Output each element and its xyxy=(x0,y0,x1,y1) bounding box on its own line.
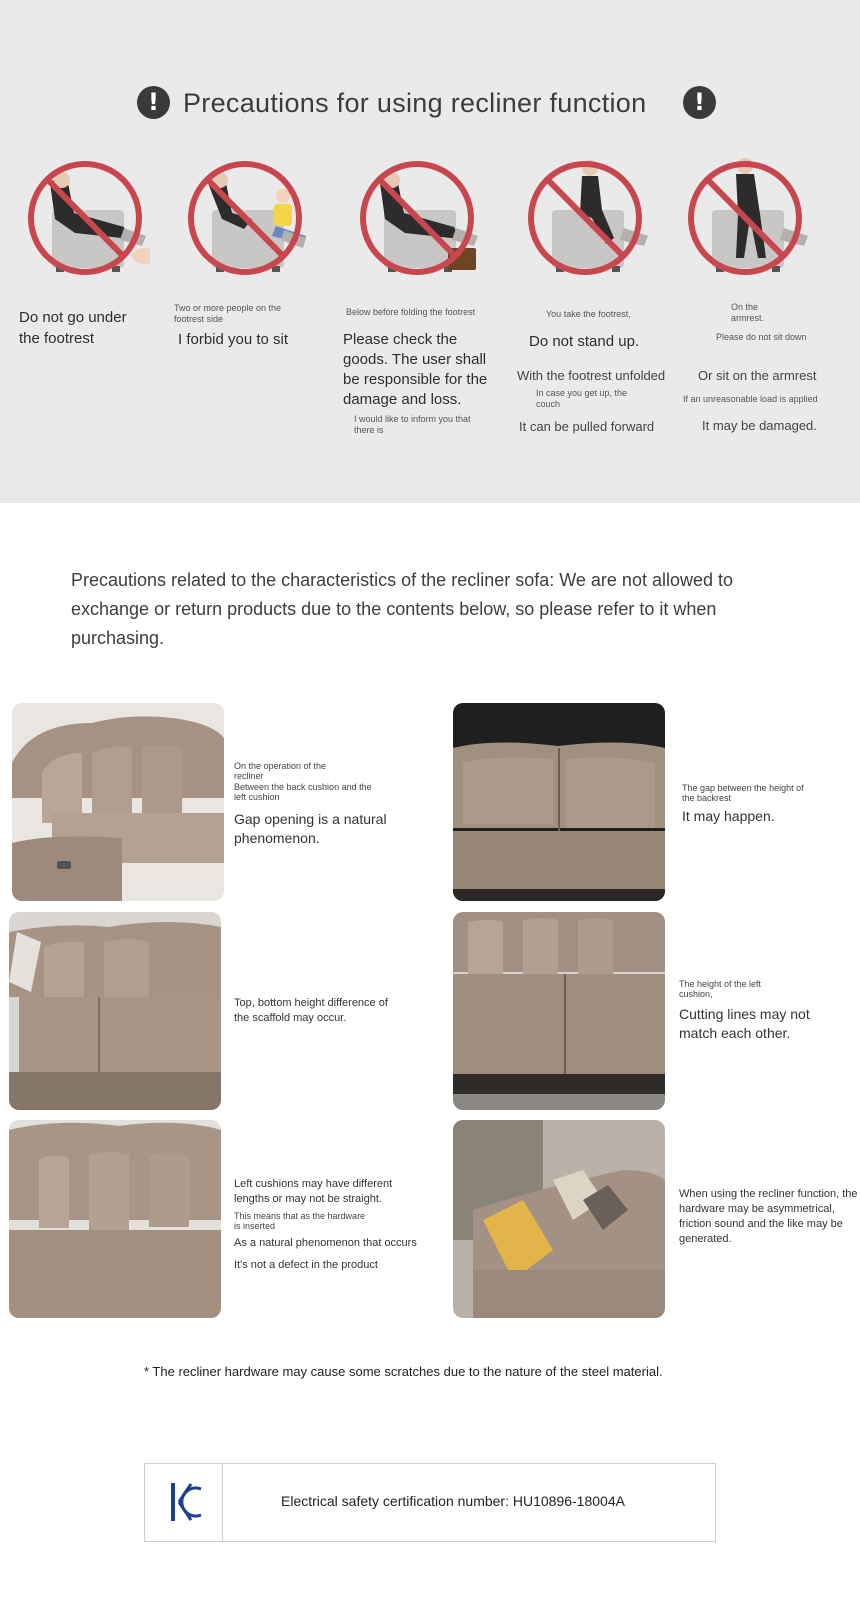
warning-4-big: Do not stand up. xyxy=(529,333,640,350)
sofa-photo-cutting-lines xyxy=(453,912,665,1110)
warning-3-line3: be responsible for the xyxy=(343,371,488,388)
warning-5-small: On the armrest. xyxy=(731,302,765,323)
warning-3-line2: goods. The user shall xyxy=(343,351,487,368)
note-3-mid: Top, bottom height difference of the scaffold may occur. xyxy=(234,997,388,1024)
note-5-mid1: Left cushions may have different lengths or may not be straight. xyxy=(234,1178,393,1205)
warning-icon: ! xyxy=(137,86,170,119)
note-4-big: Cutting lines may not match each other. xyxy=(679,1006,810,1041)
warning-3-line4: damage and loss. xyxy=(343,391,462,408)
sofa-photo-seat-height xyxy=(9,912,221,1110)
warning-4-mid: With the footrest unfolded xyxy=(517,368,666,383)
warning-4-small: You take the footrest, xyxy=(546,309,631,319)
check-goods-illustration xyxy=(352,158,482,283)
two-people-illustration xyxy=(180,158,310,283)
note-1-big: Gap opening is a natural phenomenon. xyxy=(234,811,387,846)
no-armrest-sitting-illustration xyxy=(680,158,810,283)
sofa-photo-cushion-length xyxy=(9,1120,221,1318)
sofa-photo-backrest-gap xyxy=(453,703,665,901)
note-5-small1: This means that as the hardware is inserted xyxy=(234,1211,366,1231)
warning-5-mid2: It may be damaged. xyxy=(702,418,817,433)
note-5-mid3: It's not a defect in the product xyxy=(234,1259,378,1271)
note-2-big: It may happen. xyxy=(682,808,775,824)
certification-box xyxy=(144,1463,716,1542)
warning-5-small2: If an unreasonable load is applied xyxy=(683,394,818,404)
warning-5-small-b: Please do not sit down xyxy=(716,332,807,342)
note-4-small1: The height of the left cushion, xyxy=(679,979,762,999)
note-2-small1: The gap between the height of the backrest xyxy=(682,783,804,803)
warning-1-line2: the footrest xyxy=(19,330,95,347)
note-5-mid2: As a natural phenomenon that occurs xyxy=(234,1237,417,1249)
kc-mark-icon xyxy=(169,1477,205,1527)
note-1-small1: On the operation of the recliner xyxy=(234,761,327,781)
sofa-photo-gap-back-cushion xyxy=(12,703,224,901)
warning-2-small: Two or more people on the footrest side xyxy=(174,303,282,324)
warning-4-mid2: It can be pulled forward xyxy=(519,419,655,434)
recliner-precautions-panel xyxy=(0,0,860,503)
warning-1-line1: Do not go under xyxy=(19,309,127,326)
warning-icon: ! xyxy=(683,86,716,119)
intro-paragraph: Precautions related to the characteristics of the recliner sofa: We are not allowed to exchange or return products due to the contents below, so please refer to it when purchasing. xyxy=(71,570,734,648)
steel-scratch-footnote: * The recliner hardware may cause some scratches due to the nature of the steel material. xyxy=(144,1364,663,1379)
warning-5-mid: Or sit on the armrest xyxy=(698,368,817,383)
note-6-mid: When using the recliner function, the hardware may be asymmetrical, friction sound and the like may be generated. xyxy=(679,1188,858,1245)
kc-logo xyxy=(145,1464,223,1541)
no-under-footrest-illustration xyxy=(20,158,150,283)
note-1-small2: Between the back cushion and the left cushion xyxy=(234,782,372,802)
warning-3-small2: I would like to inform you that there is xyxy=(354,414,471,435)
warning-3-small: Below before folding the footrest xyxy=(346,307,476,317)
warning-3-line1: Please check the xyxy=(343,331,458,348)
certification-number: Electrical safety certification number: HU10896-18004A xyxy=(281,1493,625,1509)
sofa-photo-recliner-hardware xyxy=(453,1120,665,1318)
no-standing-illustration xyxy=(520,158,650,283)
warning-4-small2: In case you get up, the couch xyxy=(536,388,628,409)
warning-2-big: I forbid you to sit xyxy=(178,331,289,348)
page-title: Precautions for using recliner function xyxy=(183,88,647,118)
